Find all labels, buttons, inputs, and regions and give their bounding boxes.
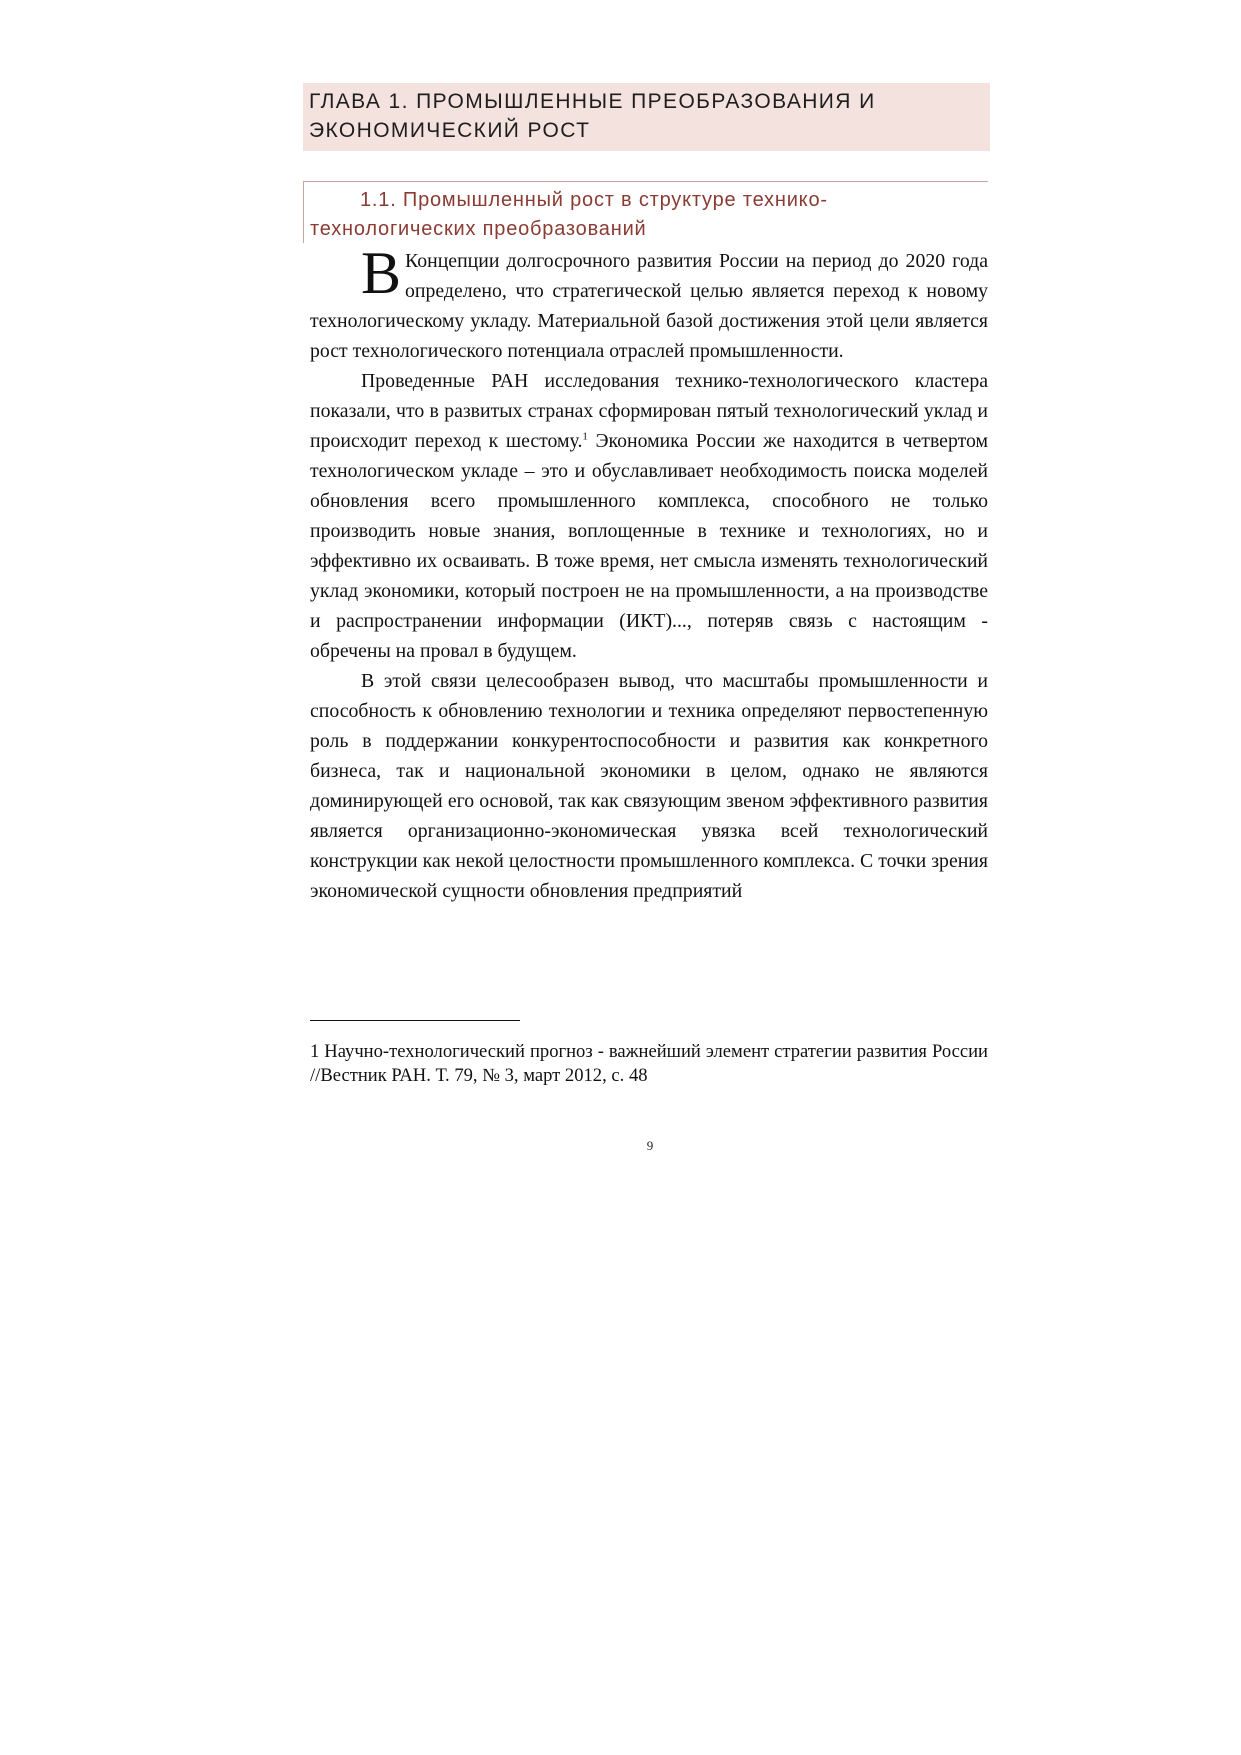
- chapter-title-line-2: ЭКОНОМИЧЕСКИЙ РОСТ: [309, 119, 591, 142]
- footnote-reference[interactable]: 1: [582, 430, 588, 443]
- footnote: 1 Научно-технологический прогноз - важнейший элемент стратегии развития России //Вестник РАН. Т. 79, № 3, март 2012, с. 48: [310, 1041, 988, 1086]
- chapter-title: [309, 87, 984, 145]
- paragraph-2-text-before-ref: Проведенные РАН исследования технико-технологического кластера показали, что в развитых странах сформирован пятый технологический уклад и происходит переход к шестому.: [310, 370, 988, 452]
- page-number: 9: [646, 1138, 654, 1153]
- paragraph-1-text: Концепции долгосрочного развития России на период до 2020 года определено, что стратегической целью является переход к новому технологическому укладу. Материальной базой достижения этой цели является рост технологического потенциала отраслей промышленности.: [310, 250, 988, 362]
- paragraph-1: [310, 240, 988, 366]
- paragraph-3: [310, 666, 988, 906]
- footnote-separator: [310, 1020, 520, 1021]
- section-title-line-1: 1.1. Промышленный рост в структуре технико-: [360, 189, 828, 211]
- paragraph-2: [310, 366, 988, 666]
- chapter-title-line-1: ГЛАВА 1. ПРОМЫШЛЕННЫЕ ПРЕОБРАЗОВАНИЯ И: [309, 90, 876, 113]
- section-title: [310, 186, 990, 244]
- chapter-heading-box: [303, 83, 990, 151]
- section-title-line-2: технологических преобразований: [310, 218, 647, 240]
- paragraph-2-text-after-ref: Экономика России же находится в четвертом технологическом укладе – это и обуславливает необходимость поиска моделей обновления всего промышленного комплекса, способного не только производить новые знания, воплощенные в технике и технологиях, но и эффективно их осваивать. В тоже время, нет смысла изменять технологический уклад экономики, который построен не на промышленности, а на производстве и распространении информации (ИКТ)..., потеряв связь с настоящим - обречены на провал в будущем.: [310, 430, 988, 662]
- body-text: [310, 240, 988, 906]
- paragraph-3-text: В этой связи целесообразен вывод, что масштабы промышленности и способность к обновлению технологии и техника определяют первостепенную роль в поддержании конкурентоспособности и развития как конкретного бизнеса, так и национальной экономики в целом, однако не являются доминирующей его основой, так как связующим звеном эффективного развития является организационно-экономическая увязка всей технологический конструкции как некой целостности промышленного комплекса. С точки зрения экономической сущности обновления предприятий: [310, 670, 988, 902]
- drop-cap: В: [361, 240, 402, 306]
